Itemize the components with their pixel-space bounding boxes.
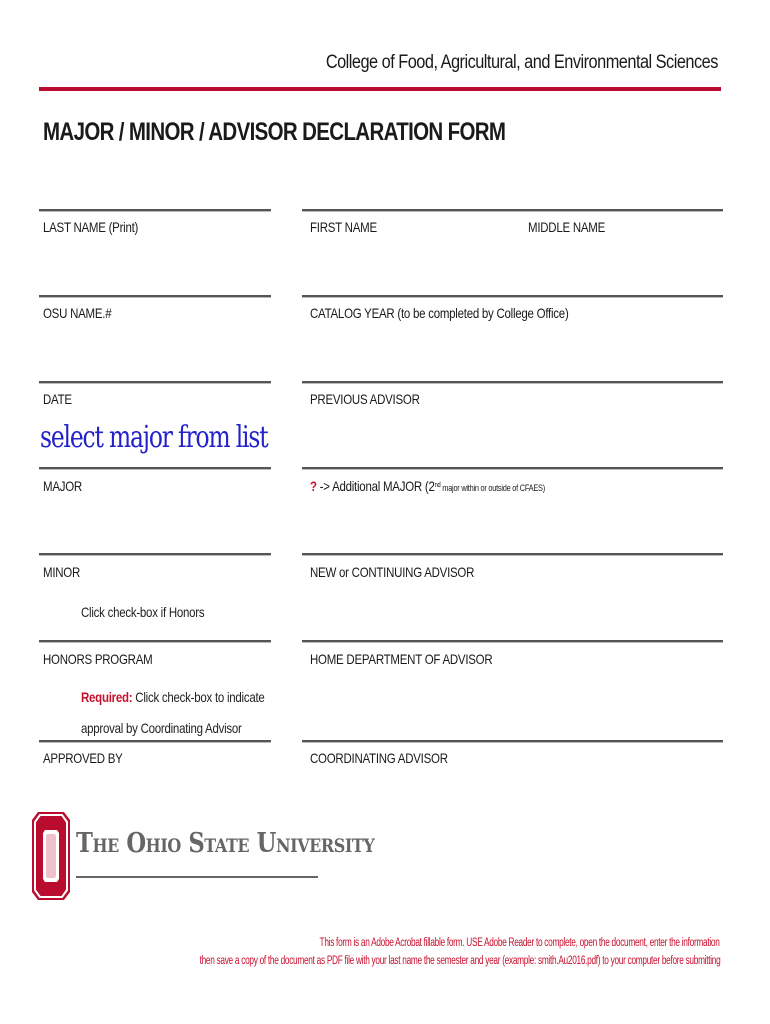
college-name: College of Food, Agricultural, and Environmental Sciences [325,52,718,73]
rule-row1-right [302,209,723,212]
additional-major-field[interactable] [310,478,545,494]
page-title: MAJOR / MINOR / ADVISOR DECLARATION FORM [43,118,506,146]
ordinal-suffix: nd [434,481,441,489]
rule-row5-left [39,553,271,556]
honors-hint: Click check-box if Honors [81,604,205,620]
additional-major-note [435,483,545,493]
footer-note-line1: This form is an Adobe Acrobat fillable form. USE Adobe Reader to complete, open the document, enter the information [320,937,720,949]
block-o-icon [32,812,70,900]
rule-row4-right [302,467,723,470]
coordinating-advisor-field[interactable]: COORDINATING ADVISOR [310,750,448,766]
additional-major-label: -> Additional MAJOR (2 [316,478,435,494]
rule-row3-right [302,381,723,384]
minor-field[interactable]: MINOR [43,564,81,580]
required-note [81,689,265,705]
rule-row7-left [39,740,271,743]
major-label: MAJOR [43,478,82,494]
approved-by-checkbox[interactable]: APPROVED BY [43,750,123,766]
middle-name-field[interactable]: MIDDLE NAME [528,219,606,235]
catalog-year-field: CATALOG YEAR (to be completed by College Office) [310,305,569,321]
rule-row5-right [302,553,723,556]
osu-wordmark-underline [76,876,318,878]
additional-major-help-icon[interactable]: ? [310,478,317,494]
required-text: Click check-box to indicate [132,689,265,705]
rule-row6-right [302,640,723,643]
honors-program-checkbox[interactable]: HONORS PROGRAM [43,651,153,667]
additional-major-note-text: major within or outside of CFAES) [440,482,545,493]
required-label: Required: [81,689,133,705]
rule-row3-left [39,381,271,384]
first-name-field[interactable]: FIRST NAME [310,219,377,235]
rule-row2-left [39,295,271,298]
date-field[interactable]: DATE [43,391,72,407]
last-name-field[interactable]: LAST NAME (Print) [43,219,139,235]
rule-row6-left [39,640,271,643]
rule-row4-left [39,467,271,470]
new-or-continuing-advisor-field[interactable]: NEW or CONTINUING ADVISOR [310,564,475,580]
required-note-line2: approval by Coordinating Advisor [81,720,242,736]
footer-note-line2: then save a copy of the document as PDF file with your last name the semester and year (example: smith.Au2016.pdf) to your computer before submitting [199,955,720,967]
osu-wordmark: The Ohio State University [76,828,375,859]
previous-advisor-field[interactable]: PREVIOUS ADVISOR [310,391,420,407]
rule-row2-right [302,295,723,298]
rule-row7-right [302,740,723,743]
rule-row1-left [39,209,271,212]
home-department-field[interactable]: HOME DEPARTMENT OF ADVISOR [310,651,493,667]
major-select[interactable]: select major from list [40,420,268,455]
osu-name-field[interactable]: OSU NAME.# [43,305,112,321]
header-red-bar [39,87,721,91]
